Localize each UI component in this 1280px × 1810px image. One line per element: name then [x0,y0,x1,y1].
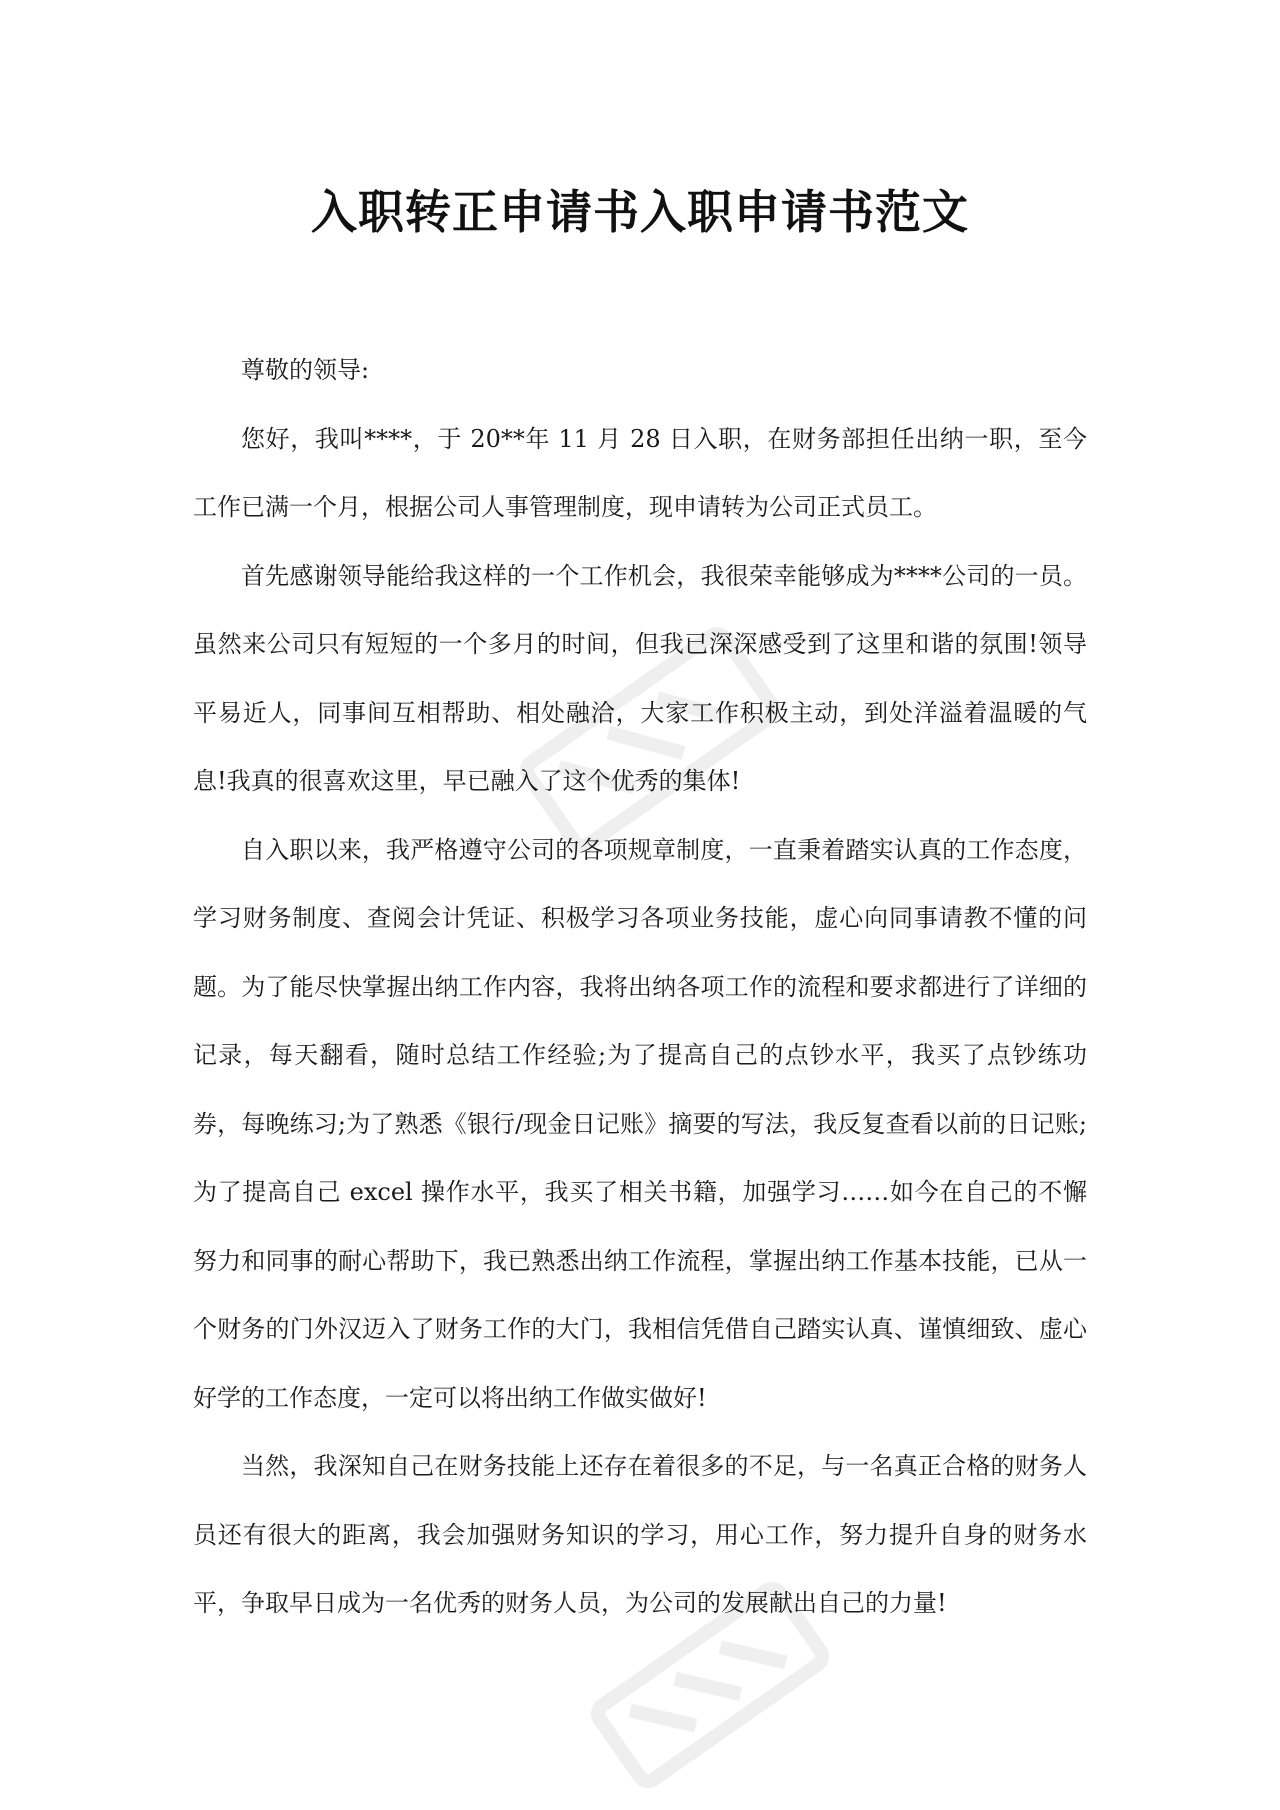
letter-body [193,336,1087,1638]
salutation: 尊敬的领导: [241,356,370,384]
paragraph: 自入职以来，我严格遵守公司的各项规章制度，一直秉着踏实认真的工作态度，学习财务制度、查阅会计凭证、积极学习各项业务技能，虚心向同事请教不懂的问题。为了能尽快掌握出纳工作内容，我将出纳各项工作的流程和要求都进行了详细的记录，每天翻看，随时总结工作经验;为了提高自己的点钞水平，我买了点钞练功券，每晚练习;为了熟悉《银行/现金日记账》摘要的写法，我反复查看以前的日记账;为了提高自己 excel 操作水平，我买了相关书籍，加强学习……如今在自己的不懈努力和同事的耐心帮助下，我已熟悉出纳工作流程，掌握出纳工作基本技能，已从一个财务的门外汉迈入了财务工作的大门，我相信凭借自己踏实认真、谨慎细致、虚心好学的工作态度，一定可以将出纳工作做实做好! [193,835,1087,1412]
page-title: 入职转正申请书入职申请书范文 [311,185,969,239]
paragraph: 首先感谢领导能给我这样的一个工作机会，我很荣幸能够成为****公司的一员。虽然来公司只有短短的一个多月的时间，但我已深深感受到了这里和谐的氛围!领导平易近人，同事间互相帮助、相处融洽，大家工作积极主动，到处洋溢着温暖的气息!我真的很喜欢这里，早已融入了这个优秀的集体! [193,561,1087,795]
paragraph: 您好，我叫****，于 20**年 11 月 28 日入职，在财务部担任出纳一职，至今工作已满一个月，根据公司人事管理制度，现申请转为公司正式员工。 [193,424,1087,521]
paragraph: 当然，我深知自己在财务技能上还存在着很多的不足，与一名真正合格的财务人员还有很大的距离，我会加强财务知识的学习，用心工作，努力提升自身的财务水平，争取早日成为一名优秀的财务人员，为公司的发展献出自己的力量! [193,1452,1087,1617]
